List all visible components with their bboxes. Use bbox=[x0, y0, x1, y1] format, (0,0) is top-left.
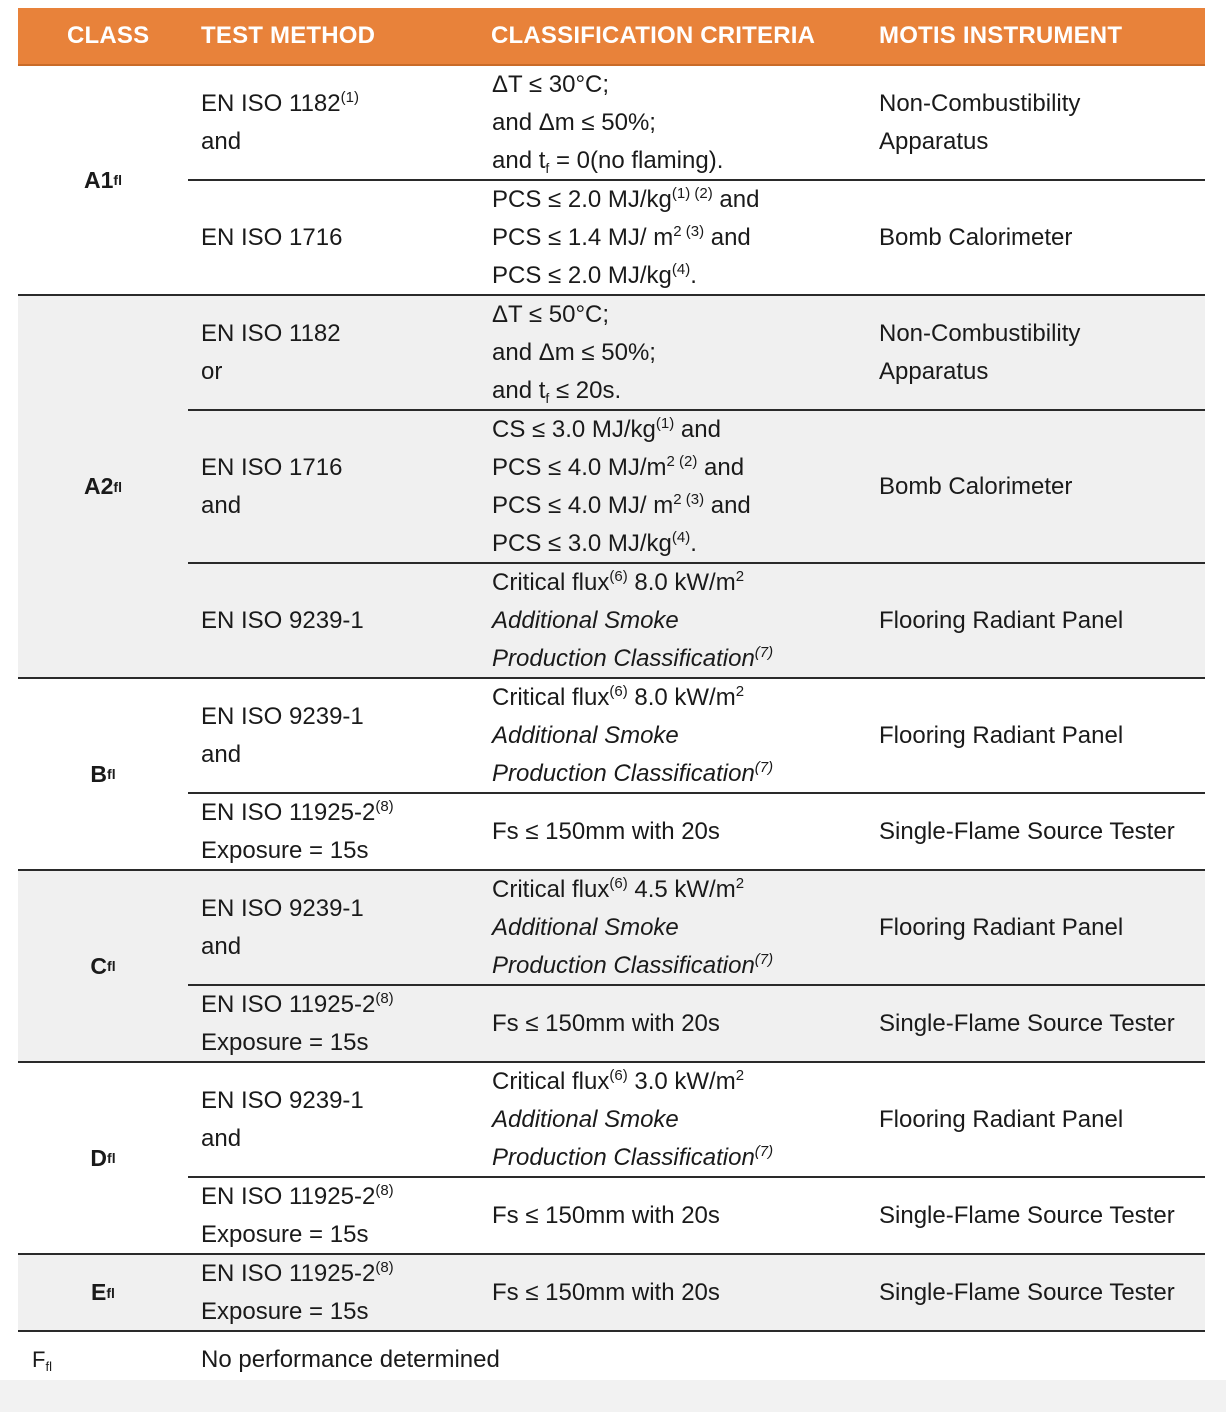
class-label: A1 fl bbox=[84, 166, 122, 193]
criteria-cell: Critical flux$^{(6)}$ 3.0 $kW/m^2$ Additional Smoke Production Classification$^{(7)}$ bbox=[492, 1066, 774, 1171]
table-row bbox=[188, 1176, 1205, 1253]
table-row bbox=[188, 562, 1205, 677]
instrument-cell: Non-Combustibility Apparatus bbox=[879, 89, 1081, 155]
header-criteria: CLASSIFICATION CRITERIA bbox=[491, 22, 816, 49]
test-method-cell: EN ISO 11925-2$^{(8)}$ Exposure = 15s bbox=[201, 1258, 394, 1325]
class-group-b bbox=[18, 679, 1205, 871]
bottom-strip bbox=[0, 1380, 1226, 1412]
instrument-cell: Single-Flame Source Tester bbox=[879, 1009, 1175, 1037]
criteria-cell: Fs ≤ 150mm with 20s bbox=[492, 1201, 720, 1229]
table-body bbox=[18, 66, 1205, 1332]
criteria-cell: Fs ≤ 150mm with 20s bbox=[492, 1278, 720, 1306]
criteria-cell: CS ≤ 3.0 $MJ/kg^{(1)}$ and PCS ≤ 4.0 $MJ/m^{2 (2)}$ and PCS ≤ 4.0 MJ/ $m^{2 (3)}$ and PCS ≤ 3.0 $MJ/kg^{(4)}$. bbox=[492, 414, 751, 557]
table-row bbox=[188, 792, 1205, 869]
header-test-method: TEST METHOD bbox=[201, 22, 376, 49]
table-row bbox=[188, 871, 1205, 984]
instrument-cell: Flooring Radiant Panel bbox=[879, 913, 1124, 941]
criteria-cell: ΔT ≤ 50°C; and Δm ≤ 50%; and $t_f \le 20s$. bbox=[492, 300, 656, 406]
header-instrument: MOTIS INSTRUMENT bbox=[879, 22, 1123, 49]
test-method-cell: EN ISO 11925-2$^{(8)}$ Exposure = 15s bbox=[201, 797, 394, 864]
test-method-cell: EN ISO 1716 and bbox=[201, 453, 343, 519]
table-row bbox=[188, 409, 1205, 562]
table-row bbox=[188, 1063, 1205, 1176]
test-method-cell: EN ISO 11925-2$^{(8)}$ Exposure = 15s bbox=[201, 1181, 394, 1248]
test-method-cell: EN ISO 11925-2$^{(8)}$ Exposure = 15s bbox=[201, 989, 394, 1056]
test-method-cell: EN ISO 9239-1 and bbox=[201, 1086, 364, 1152]
instrument-cell: Bomb Calorimeter bbox=[879, 472, 1073, 500]
classification-table bbox=[18, 8, 1205, 1389]
test-method-cell: EN ISO 1182 or bbox=[201, 319, 341, 385]
instrument-cell: Flooring Radiant Panel bbox=[879, 721, 1124, 749]
table-header bbox=[18, 8, 1205, 66]
instrument-cell: Bomb Calorimeter bbox=[879, 223, 1073, 251]
table-row bbox=[188, 66, 1205, 179]
table-row bbox=[188, 296, 1205, 409]
test-method-cell: EN ISO 1716 bbox=[201, 223, 343, 251]
class-label: A2 fl bbox=[84, 473, 122, 499]
criteria-cell: Fs ≤ 150mm with 20s bbox=[492, 817, 720, 845]
criteria-cell: Critical flux$^{(6)}$ 8.0 $kW/m^2$ Additional Smoke Production Classification$^{(7)}$ bbox=[492, 567, 774, 672]
instrument-cell: Flooring Radiant Panel bbox=[879, 606, 1124, 634]
table-row bbox=[188, 984, 1205, 1061]
instrument-cell: Single-Flame Source Tester bbox=[879, 1278, 1175, 1306]
class-label: B fl bbox=[90, 760, 116, 787]
class-group-a2 bbox=[18, 296, 1205, 679]
table-row bbox=[188, 179, 1205, 294]
class-group-c bbox=[18, 871, 1205, 1063]
instrument-cell: Single-Flame Source Tester bbox=[879, 817, 1175, 845]
criteria-cell: ΔT ≤ 30°C; and Δm ≤ 50%; and $t_f = 0(no$ flaming). bbox=[492, 70, 724, 176]
class-label: E fl bbox=[91, 1279, 115, 1305]
class-group-a1 bbox=[18, 66, 1205, 296]
test-method-cell: EN ISO 9239-1 bbox=[201, 606, 364, 634]
criteria-cell: PCS ≤ 2.0 $MJ/kg^{(1) (2)}$ and PCS ≤ 1.4 MJ/ $m^{2 (3)}$ and PCS ≤ 2.0 $MJ/kg^{(4)}$. bbox=[492, 184, 760, 289]
criteria-cell: Critical flux$^{(6)}$ 4.5 $kW/m^2$ Additional Smoke Production Classification$^{(7)}$ bbox=[492, 874, 774, 979]
criteria-cell: Critical flux$^{(6)}$ 8.0 $kW/m^2$ Additional Smoke Production Classification$^{(7)}$ bbox=[492, 682, 774, 787]
class-f-text: No performance determined bbox=[201, 1346, 500, 1373]
table-row bbox=[188, 679, 1205, 792]
class-group-e bbox=[18, 1255, 1205, 1332]
header-class: CLASS bbox=[67, 22, 150, 49]
table-row bbox=[188, 1255, 1205, 1330]
class-f-label: $F_{fl}$ bbox=[32, 1347, 52, 1374]
class-group-d bbox=[18, 1063, 1205, 1255]
test-method-cell: EN ISO 9239-1 and bbox=[201, 894, 364, 960]
class-label: C fl bbox=[90, 952, 116, 979]
criteria-cell: Fs ≤ 150mm with 20s bbox=[492, 1009, 720, 1037]
instrument-cell: Flooring Radiant Panel bbox=[879, 1105, 1124, 1133]
test-method-cell: EN ISO 9239-1 and bbox=[201, 702, 364, 768]
instrument-cell: Non-Combustibility Apparatus bbox=[879, 319, 1081, 385]
class-label: D fl bbox=[90, 1144, 116, 1171]
instrument-cell: Single-Flame Source Tester bbox=[879, 1201, 1175, 1229]
test-method-cell: EN ISO 1182$^{(1)}$ and bbox=[201, 88, 359, 155]
